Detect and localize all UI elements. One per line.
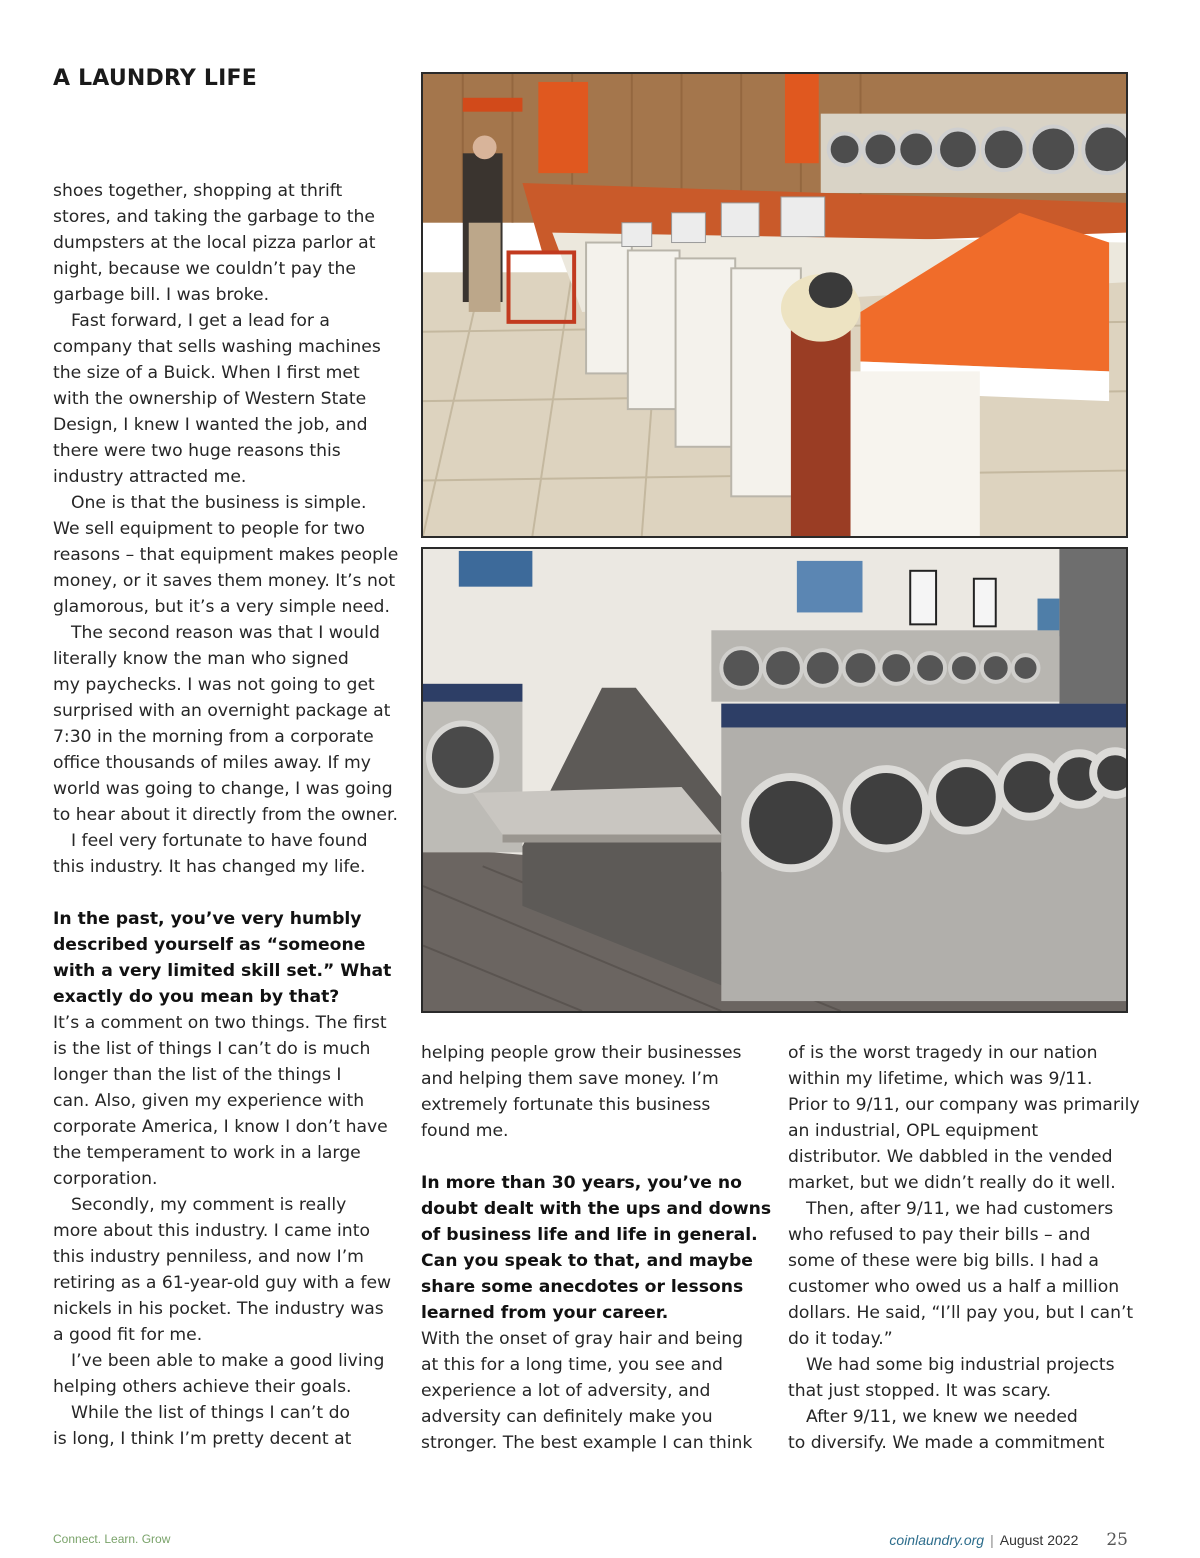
body-text-line: garbage bill. I was broke. — [53, 285, 270, 305]
body-text-line: to hear about it directly from the owner. — [53, 805, 398, 825]
question-line: learned from your career. — [421, 1303, 669, 1323]
body-text-line: some of these were big bills. I had a — [788, 1251, 1099, 1271]
footer-site: coinlaundry.org — [889, 1532, 985, 1548]
body-text-line: is the list of things I can’t do is much — [53, 1039, 371, 1059]
body-text-line: I feel very fortunate to have found — [71, 831, 368, 851]
body-text-line: Then, after 9/11, we had customers — [806, 1199, 1114, 1219]
body-text-line: Fast forward, I get a lead for a — [71, 311, 330, 331]
body-text-line: dumpsters at the local pizza parlor at — [53, 233, 376, 253]
body-text-line: who refused to pay their bills – and — [788, 1225, 1091, 1245]
footer-folio — [889, 1530, 1128, 1550]
body-text-line: nickels in his pocket. The industry was — [53, 1299, 384, 1319]
body-text-line: industry attracted me. — [53, 467, 247, 487]
body-text-line: After 9/11, we knew we needed — [806, 1407, 1078, 1427]
body-text-line: customer who owed us a half a million — [788, 1277, 1120, 1297]
body-text-line: to diversify. We made a commitment — [788, 1433, 1105, 1453]
footer-date: August 2022 — [999, 1532, 1079, 1548]
question-line: with a very limited skill set.” What — [53, 961, 392, 981]
body-text-line: surprised with an overnight package at — [53, 701, 391, 721]
body-text-line: 7:30 in the morning from a corporate — [53, 727, 374, 747]
question-line: exactly do you mean by that? — [53, 987, 340, 1007]
body-text-line: Secondly, my comment is really — [71, 1195, 347, 1215]
body-text-line: helping others achieve their goals. — [53, 1377, 352, 1397]
body-text-line: Design, I knew I wanted the job, and — [53, 415, 368, 435]
body-text-line: adversity can definitely make you — [421, 1407, 713, 1427]
body-text-line: more about this industry. I came into — [53, 1221, 370, 1241]
body-text-line: We sell equipment to people for two — [53, 519, 365, 539]
body-text-line: world was going to change, I was going — [53, 779, 393, 799]
body-text-line: and helping them save money. I’m — [421, 1069, 719, 1089]
body-text-line: longer than the list of the things I — [53, 1065, 342, 1085]
body-text-line: Prior to 9/11, our company was primarily — [788, 1095, 1140, 1115]
body-text-line: shoes together, shopping at thrift — [53, 181, 343, 201]
body-text-line: the size of a Buick. When I first met — [53, 363, 360, 383]
body-text-line: at this for a long time, you see and — [421, 1355, 723, 1375]
body-text-line: literally know the man who signed — [53, 649, 349, 669]
body-text-line: that just stopped. It was scary. — [788, 1381, 1052, 1401]
body-text-line: We had some big industrial projects — [806, 1355, 1115, 1375]
body-text-line: distributor. We dabbled in the vended — [788, 1147, 1113, 1167]
article-column-1 — [53, 178, 398, 1452]
body-text-line: a good fit for me. — [53, 1325, 203, 1345]
body-text-line: market, but we didn’t really do it well. — [788, 1173, 1116, 1193]
photo-laundromat-top-loaders-icon — [423, 74, 1126, 536]
body-text-line: with the ownership of Western State — [53, 389, 367, 409]
question-line: doubt dealt with the ups and downs — [421, 1199, 772, 1219]
body-text-line: within my lifetime, which was 9/11. — [788, 1069, 1093, 1089]
body-text-line: stronger. The best example I can think — [421, 1433, 753, 1453]
body-text-line: this industry. It has changed my life. — [53, 857, 366, 877]
footer-separator: | — [990, 1532, 994, 1548]
body-text-line: night, because we couldn’t pay the — [53, 259, 356, 279]
body-text-line: my paychecks. I was not going to get — [53, 675, 375, 695]
body-text-line: I’ve been able to make a good living — [71, 1351, 385, 1371]
body-text-line: corporation. — [53, 1169, 158, 1189]
body-text-line: money, or it saves them money. It’s not — [53, 571, 396, 591]
body-text-line: found me. — [421, 1121, 509, 1141]
question-line: In the past, you’ve very humbly — [53, 909, 362, 929]
body-text-line: the temperament to work in a large — [53, 1143, 361, 1163]
body-text-line: stores, and taking the garbage to the — [53, 207, 375, 227]
article-column-3 — [788, 1040, 1138, 1456]
body-text-line: experience a lot of adversity, and — [421, 1381, 711, 1401]
body-text-line: The second reason was that I would — [71, 623, 380, 643]
article-column-2 — [421, 1040, 772, 1456]
question-line: of business life and life in general. — [421, 1225, 758, 1245]
body-text-line: do it today.” — [788, 1329, 893, 1349]
footer-tagline: Connect. Learn. Grow — [53, 1532, 171, 1546]
running-head: A LAUNDRY LIFE — [53, 66, 257, 91]
body-text-line: an industrial, OPL equipment — [788, 1121, 1039, 1141]
body-text-line: reasons – that equipment makes people — [53, 545, 399, 565]
body-text-line: company that sells washing machines — [53, 337, 381, 357]
body-text-line: It’s a comment on two things. The first — [53, 1013, 387, 1033]
body-text-line: extremely fortunate this business — [421, 1095, 711, 1115]
body-text-line: One is that the business is simple. — [71, 493, 367, 513]
photo-laundromat-front-loaders-icon — [423, 549, 1126, 1011]
body-text-line: corporate America, I know I don’t have — [53, 1117, 388, 1137]
body-text-line: dollars. He said, “I’ll pay you, but I can’t — [788, 1303, 1134, 1323]
paragraph-gap — [53, 880, 398, 906]
laundromat-interior-photo — [421, 72, 1128, 538]
body-text-line: retiring as a 61-year-old guy with a few — [53, 1273, 392, 1293]
body-text-line: While the list of things I can’t do — [71, 1403, 351, 1423]
paragraph-gap — [421, 1144, 766, 1170]
page-number: 25 — [1106, 1530, 1128, 1550]
question-line: share some anecdotes or lessons — [421, 1277, 744, 1297]
body-text-line: of is the worst tragedy in our nation — [788, 1043, 1098, 1063]
body-text-line: helping people grow their businesses — [421, 1043, 742, 1063]
body-text-line: there were two huge reasons this — [53, 441, 341, 461]
question-line: Can you speak to that, and maybe — [421, 1251, 753, 1271]
body-text-line: is long, I think I’m pretty decent at — [53, 1429, 352, 1449]
body-text-line: can. Also, given my experience with — [53, 1091, 365, 1111]
laundromat-front-loaders-photo — [421, 547, 1128, 1013]
question-line: In more than 30 years, you’ve no — [421, 1173, 742, 1193]
body-text-line: this industry penniless, and now I’m — [53, 1247, 364, 1267]
body-text-line: glamorous, but it’s a very simple need. — [53, 597, 390, 617]
body-text-line: office thousands of miles away. If my — [53, 753, 371, 773]
question-line: described yourself as “someone — [53, 935, 366, 955]
body-text-line: With the onset of gray hair and being — [421, 1329, 744, 1349]
